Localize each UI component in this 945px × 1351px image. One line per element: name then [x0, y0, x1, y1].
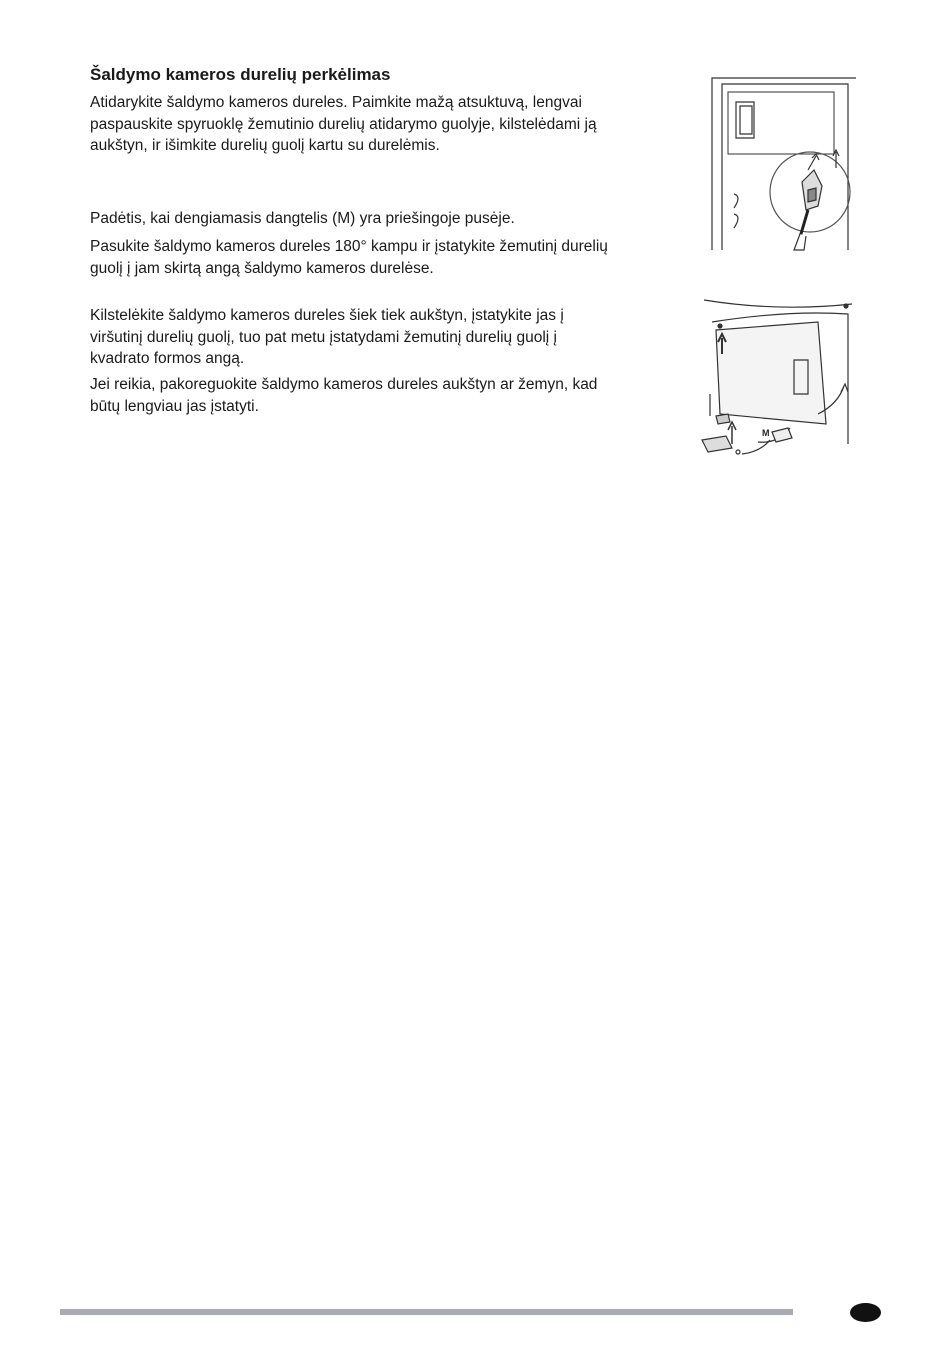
section-title: Šaldymo kameros durelių perkėlimas [90, 65, 391, 84]
figure-hinge-removal-illustration [698, 74, 858, 252]
figure-door-refit-illustration [698, 294, 858, 466]
cover-m-label: M [762, 428, 770, 438]
footer-bar [60, 1309, 793, 1315]
paragraph-rotate-door: Pasukite šaldymo kameros dureles 180° kampu ir įstatykite žemutinį durelių guolį į jam skirtą angą šaldymo kameros durelėse. [90, 238, 608, 277]
page-marker [850, 1303, 881, 1322]
paragraph-cover-position: Padėtis, kai dengiamasis dangtelis (M) yra priešingoje pusėje. [90, 210, 515, 227]
paragraph-remove-door: Atidarykite šaldymo kameros dureles. Paimkite mažą atsuktuvą, lengvai paspauskite spyruoklę žemutinio durelių atidarymo guolyje, kilstelėdami ją aukštyn, ir išimkite durelių guolį kartu su durelėmis. [90, 94, 597, 154]
paragraph-insert-door: Kilstelėkite šaldymo kameros dureles šiek tiek aukštyn, įstatykite jas į viršutinį durelių guolį, tuo pat metu įstatydami žemutinį durelių guolį į kvadrato formos angą. [90, 307, 564, 367]
paragraph-adjust-door: Jei reikia, pakoreguokite šaldymo kameros dureles aukštyn ar žemyn, kad būtų lengviau jas įstatyti. [90, 376, 598, 415]
